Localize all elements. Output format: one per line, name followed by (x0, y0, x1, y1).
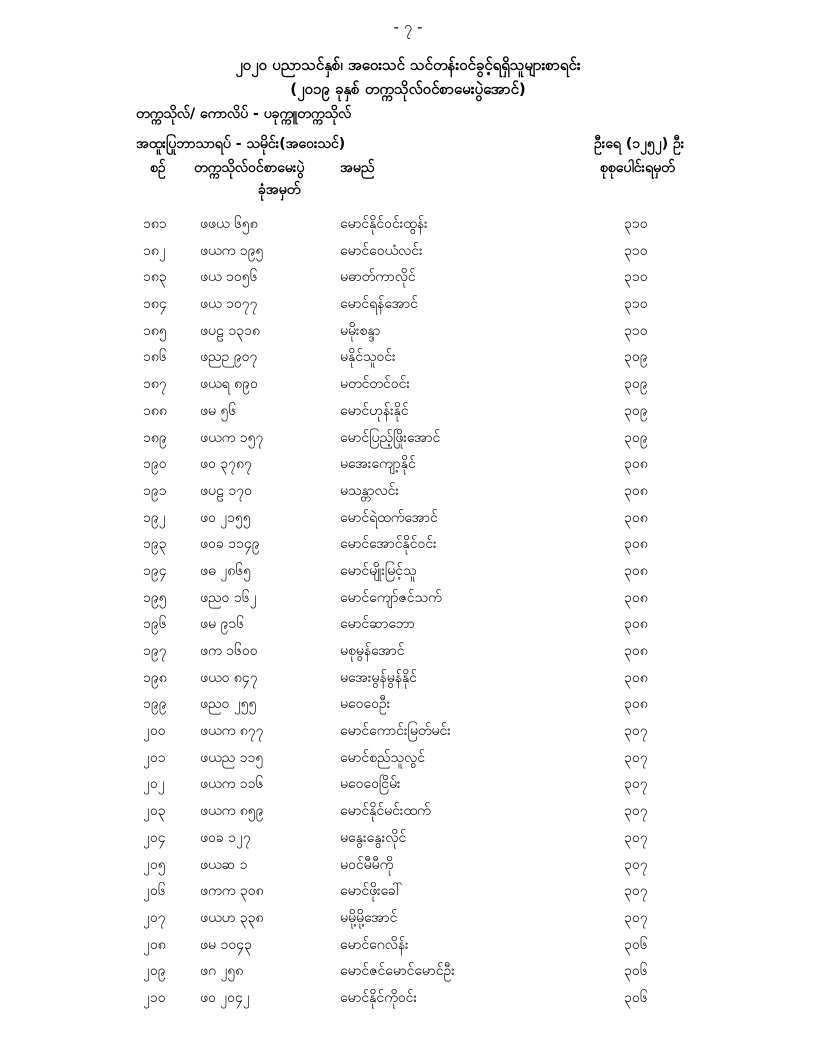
list-item (0, 290, 816, 317)
student-name: မနိုင်သူဝင်း (340, 349, 396, 366)
row-number: ၂၀၆ (143, 883, 166, 900)
student-name: မဝေဝေဦး (340, 696, 391, 713)
list-item (0, 637, 816, 664)
row-number: ၁၈၇ (143, 376, 167, 393)
row-number: ၂၀၈ (143, 936, 166, 953)
row-number: ၁၉၈ (143, 669, 167, 686)
results-list (0, 210, 816, 1011)
total-score: ၃၀၇ (624, 749, 648, 766)
roll-number: ဖဝ ၂၁၅၅ (200, 509, 251, 526)
row-number: ၂၀၅ (143, 856, 166, 873)
roll-number: ဖမ ၁၀၄၃ (200, 936, 252, 953)
university-line: တက္ကသိုလ်/ ကောလိပ် - ပခုက္ကူတက္ကသိုလ် (136, 106, 352, 122)
row-number: ၁၉၂ (143, 509, 166, 526)
row-number: ၁၉၇ (143, 643, 167, 659)
list-item (0, 717, 816, 744)
list-item (0, 851, 816, 878)
list-item (0, 770, 816, 797)
column-header-roll-line2: ခုံအမှတ် (258, 182, 301, 198)
row-number: ၁၉၃ (143, 536, 167, 553)
roll-number: ဖမ ၉၁၆ (200, 616, 245, 633)
list-item (0, 317, 816, 344)
student-name: မောင်ကောင်းမြတ်မင်း (340, 723, 451, 740)
list-item (0, 664, 816, 691)
total-score: ၃၁၀ (624, 269, 648, 286)
total-score: ၃၀၇ (624, 723, 648, 740)
list-item (0, 237, 816, 264)
student-name: မောင်ဂေလိန်း (340, 936, 409, 953)
row-number: ၂၀၃ (143, 803, 166, 820)
list-item (0, 690, 816, 717)
total-score: ၃၀၈ (624, 456, 648, 473)
row-number: ၁၈၂ (143, 242, 166, 259)
row-number: ၁၉၉ (143, 696, 167, 713)
total-score: ၃၁၀ (624, 216, 648, 232)
roll-number: ဖဖယ ၆၅၈ (200, 216, 258, 232)
row-number: ၁၉၁ (143, 482, 167, 499)
row-number: ၁၈၈ (143, 402, 167, 419)
row-number: ၁၈၄ (143, 296, 167, 313)
row-number: ၂၀၄ (143, 829, 166, 846)
roll-number: ဖယက ၁၁၆ (200, 776, 264, 793)
student-name: မောင်နိုင်ကိုဝင်း (340, 989, 417, 1006)
roll-number: ဖယရ ၈၉၀ (200, 376, 258, 393)
roll-number: ဖဝ ၂၀၄၂ (200, 989, 250, 1006)
roll-number: ဖက ၁၆၀၀ (200, 643, 258, 659)
roll-number: ဖယက ၁၉၅ (200, 242, 264, 259)
student-name: မောင်အောင်နိုင်ဝင်း (340, 536, 437, 553)
roll-number: ဖယဟ ၃၃၈ (200, 909, 264, 926)
student-name: မသန္တာလင်း (340, 482, 399, 499)
student-name: မောင်မျိုးမြင့်သူ (340, 562, 417, 579)
row-number: ၁၈၃ (143, 269, 167, 286)
student-name: မောင်ပြည့်ဖြိုးအောင် (340, 429, 441, 446)
total-score: ၃၀၉ (624, 402, 648, 419)
roll-number: ဖဂ ၂၅၈ (200, 963, 244, 980)
roll-number: ဖညဝ ၂၅၅ (200, 696, 257, 713)
list-item (0, 931, 816, 958)
list-item (0, 957, 816, 984)
total-score: ၃၁၀ (624, 296, 648, 313)
list-item (0, 263, 816, 290)
student-name: မောင်နိုင်မင်းထက် (340, 803, 431, 820)
total-score: ၃၀၈ (624, 643, 648, 659)
total-score: ၃၀၇ (624, 909, 648, 926)
roll-number: ဖညဉ ၉၀၇ (200, 349, 258, 366)
row-number: ၁၉၅ (143, 589, 167, 606)
list-item (0, 530, 816, 557)
roll-number: ဖဝခ ၁၁၄၉ (200, 536, 260, 553)
roll-number: ဖပဠ ၁၃၁၈ (200, 322, 261, 339)
total-score: ၃၀၉ (624, 429, 648, 446)
total-score: ၃၀၆ (624, 963, 648, 980)
total-score: ၃၀၉ (624, 349, 648, 366)
list-item (0, 450, 816, 477)
roll-number: ဖယက ၈၇၇ (200, 723, 264, 740)
total-score: ၃၀၇ (624, 776, 648, 793)
student-name: မမိုးစန္ဒာ (340, 322, 381, 339)
student-name: မောင်ဆာဘော (340, 616, 415, 633)
total-score: ၃၀၈ (624, 482, 648, 499)
total-score: ၃၀၈ (624, 509, 648, 526)
roll-number: ဖယက ၁၅၇ (200, 429, 264, 446)
total-score: ၃၀၇ (624, 856, 648, 873)
student-name: မောင်ဇင်မောင်မောင်ဦး (340, 963, 455, 980)
document-subtitle: (၂၀၁၉ ခုနှစ် တက္ကသိုလ်ဝင်စာမေးပွဲအောင်) (290, 80, 526, 98)
roll-number: ဖယည ၁၁၅ (200, 749, 264, 766)
roll-number: ဖဝ ၃၇၈၇ (200, 456, 252, 473)
row-number: ၂၀၀ (143, 723, 166, 740)
student-name: မဝင်မီမီကို (340, 856, 394, 873)
student-name: မောင်ဝေယံလင်း (340, 242, 423, 259)
total-score: ၃၀၈ (624, 696, 648, 713)
roll-number: ဖယက ၈၅၉ (200, 803, 264, 820)
student-name: မဝေဝေငြိမ်း (340, 776, 401, 793)
list-item (0, 557, 816, 584)
list-item (0, 797, 816, 824)
roll-number: ဖဝခ ၁၂၇ (200, 829, 251, 846)
student-name: မောင်ဟုန်းနိုင် (340, 402, 409, 419)
roll-number: ဖမ ၅၆ (200, 402, 237, 419)
row-number: ၂၀၉ (143, 963, 166, 980)
student-name: မအေးကျော့နိုင် (340, 456, 416, 473)
total-score: ၃၀၈ (624, 616, 648, 633)
student-name: မောင်နိုင်ဝင်းထွန်း (340, 216, 428, 232)
roll-number: ဖယ ၁၀၇၇ (200, 296, 258, 313)
student-name: မောင်ဖိုးခေါ် (340, 883, 402, 900)
list-item (0, 477, 816, 504)
total-score: ၃၀၈ (624, 669, 648, 686)
row-number: ၂၀၁ (143, 749, 166, 766)
total-score: ၃၁၀ (624, 242, 648, 259)
roll-number: ဖညဝ ၁၆၂ (200, 589, 257, 606)
list-item (0, 397, 816, 424)
list-item (0, 210, 816, 237)
row-number: ၁၉၆ (143, 616, 167, 633)
row-number: ၁၈၆ (143, 349, 167, 366)
list-item (0, 984, 816, 1011)
student-count: ဦးရေ (၁၂၅၂) ဦး (594, 136, 685, 152)
roll-number: ဖကက ၃၀၈ (200, 883, 264, 900)
student-name: မအေးမွန်မွန်နိုင် (340, 669, 417, 686)
column-header-total: စုစုပေါင်းရမှတ် (600, 160, 675, 176)
column-header-name: အမည် (340, 160, 375, 176)
row-number: ၁၈၉ (143, 429, 167, 446)
total-score: ၃၀၈ (624, 562, 648, 579)
row-number: ၁၈၁ (143, 216, 167, 232)
major-line: အထူးပြုဘာသာရပ် - သမိုင်း(အဝေးသင်) (136, 136, 346, 152)
student-name: မောင်ရဲထက်အောင် (340, 509, 438, 526)
row-number: ၂၁၀ (143, 989, 166, 1006)
student-name: မောင်စည်သူလွင် (340, 749, 425, 766)
student-name: မတင်တင်ဝင်း (340, 376, 410, 393)
student-name: မဓာတ်ကာလိုင် (340, 269, 416, 286)
column-header-roll: တက္ကသိုလ်ဝင်စာမေးပွဲ (194, 160, 305, 176)
row-number: ၂၀၂ (143, 776, 165, 793)
list-item (0, 610, 816, 637)
roll-number: ဖယ ၁၀၅၆ (200, 269, 258, 286)
student-name: မောင်ရန်အောင် (340, 296, 418, 313)
list-item (0, 424, 816, 451)
total-score: ၃၀၆ (624, 989, 648, 1006)
total-score: ၃၁၀ (624, 322, 648, 339)
row-number: ၁၈၅ (143, 322, 167, 339)
roll-number: ဖယဝ ၈၄၇ (200, 669, 258, 686)
total-score: ၃၀၇ (624, 803, 648, 820)
list-item (0, 744, 816, 771)
roll-number: ဖပဠ ၁၇၀ (200, 482, 253, 499)
total-score: ၃၀၈ (624, 589, 648, 606)
list-item (0, 904, 816, 931)
student-name: မမို့မို့အောင် (340, 909, 398, 926)
row-number: ၁၉၄ (143, 562, 167, 579)
list-item (0, 504, 816, 531)
roll-number: ဖဓ ၂၈၆၅ (200, 562, 251, 579)
student-name: မစုမွန်အောင် (340, 643, 405, 659)
row-number: ၁၉၀ (143, 456, 167, 473)
student-name: မနွေးနွေးလိုင် (340, 829, 407, 846)
row-number: ၂၀၇ (143, 909, 166, 926)
total-score: ၃၀၉ (624, 376, 648, 393)
total-score: ၃၀၆ (624, 936, 648, 953)
student-name: မောင်ကျော်ဇင်သက် (340, 589, 442, 606)
list-item (0, 370, 816, 397)
total-score: ၃၀၈ (624, 536, 648, 553)
column-header-no: စဉ် (150, 160, 166, 176)
list-item (0, 343, 816, 370)
list-item (0, 877, 816, 904)
list-item (0, 824, 816, 851)
total-score: ၃၀၇ (624, 829, 648, 846)
roll-number: ဖယဆ ၁ (200, 856, 248, 873)
document-title: ၂၀၂၀ ပညာသင်နှစ်၊ အဝေးသင် သင်တန်းဝင်ခွင့်ရရှိသူများစာရင်း (235, 56, 581, 74)
total-score: ၃၀၇ (624, 883, 648, 900)
list-item (0, 584, 816, 611)
page-number: - ၇ - (393, 18, 423, 36)
